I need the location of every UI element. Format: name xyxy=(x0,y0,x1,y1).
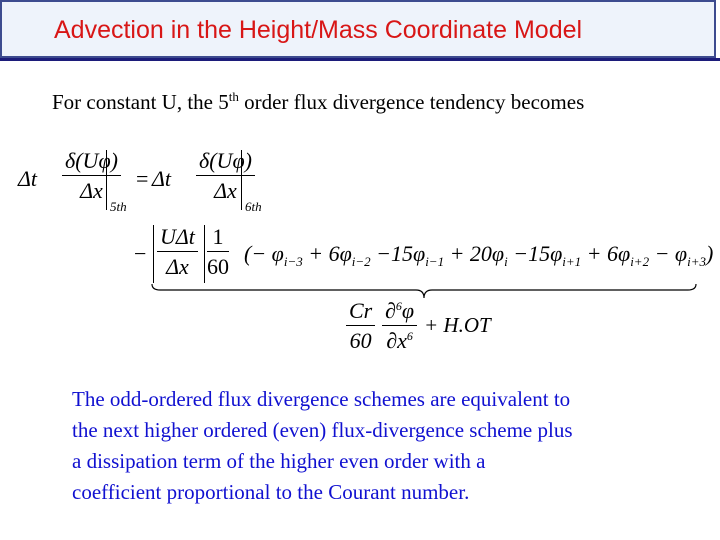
rhs-fraction xyxy=(196,148,255,204)
rhs-denominator: Δx xyxy=(214,178,237,203)
underbrace xyxy=(150,282,698,300)
stencil-coefficient: −15φ xyxy=(370,241,426,266)
stencil-index: i+1 xyxy=(562,254,582,269)
stencil-coefficient: + 20φ xyxy=(444,241,505,266)
coefficient-numerator: 1 xyxy=(207,224,229,252)
slide-title: Advection in the Height/Mass Coordinate Model xyxy=(54,16,583,44)
higher-order-terms: + H.OT xyxy=(424,313,491,337)
partial-symbol: ∂ xyxy=(385,298,396,323)
derivative-variable: φ xyxy=(401,298,415,323)
stencil-index: i+2 xyxy=(630,254,650,269)
intro-sentence xyxy=(52,90,584,115)
derivative-den-power: 6 xyxy=(406,329,413,343)
title-bar xyxy=(0,0,716,58)
intro-superscript: th xyxy=(228,89,239,104)
paragraph-line: the next higher ordered (even) flux-divergence scheme plus xyxy=(72,418,573,442)
coefficient-fraction xyxy=(207,224,229,280)
title-underline xyxy=(0,58,720,61)
courant-numerator: UΔt xyxy=(157,224,198,252)
cr-denominator: 60 xyxy=(349,328,372,353)
stencil-index: i+3 xyxy=(687,254,706,269)
stencil-coefficient: − φ xyxy=(649,241,688,266)
stencil-expression xyxy=(244,241,713,270)
lhs-eval-bar xyxy=(106,150,107,210)
courant-abs-left xyxy=(153,225,154,283)
cr-numerator: Cr xyxy=(346,298,375,326)
intro-text-after: order flux divergence tendency becomes xyxy=(238,90,585,114)
equals-sign: = xyxy=(136,166,149,191)
coefficient-denominator: 60 xyxy=(207,254,229,279)
rhs-subscript: 6th xyxy=(245,199,262,214)
stencil-coefficient: (− φ xyxy=(244,241,284,266)
lhs-subscript: 5th xyxy=(110,199,127,214)
lhs-fraction xyxy=(62,148,121,204)
stencil-coefficient: + 6φ xyxy=(302,241,352,266)
derivative-power: 6 xyxy=(395,299,402,313)
cr-fraction xyxy=(346,298,375,354)
paragraph-line: a dissipation term of the higher even order with a xyxy=(72,449,486,473)
courant-denominator: Δx xyxy=(166,254,189,279)
paragraph-line: coefficient proportional to the Courant number. xyxy=(72,480,470,504)
derivative-denominator xyxy=(382,326,417,354)
stencil-index: i xyxy=(504,254,508,269)
lhs-denominator: Δx xyxy=(80,178,103,203)
stencil-index: i−2 xyxy=(351,254,371,269)
courant-fraction xyxy=(157,224,198,280)
lhs-delta-t: Δt xyxy=(18,166,38,191)
rhs-delta-t: Δt xyxy=(152,166,172,191)
derivative-fraction xyxy=(382,298,417,354)
stencil-coefficient: + 6φ xyxy=(581,241,631,266)
intro-text-before: For constant U, the 5 xyxy=(52,90,229,114)
stencil-coefficient: −15φ xyxy=(507,241,563,266)
derivative-numerator xyxy=(382,298,417,326)
explanation-paragraph xyxy=(72,384,672,508)
stencil-index: i−1 xyxy=(425,254,445,269)
paragraph-line: The odd-ordered flux divergence schemes are equivalent to xyxy=(72,387,571,411)
stencil-index: i−3 xyxy=(283,254,303,269)
partial-x: ∂x xyxy=(386,328,407,353)
correction-minus: − xyxy=(134,241,147,266)
lhs-numerator: δ(Uφ) xyxy=(62,148,121,176)
rhs-eval-bar xyxy=(241,150,242,210)
rhs-numerator: δ(Uφ) xyxy=(196,148,255,176)
stencil-close-paren: ) xyxy=(706,241,714,266)
courant-abs-right xyxy=(204,225,205,283)
